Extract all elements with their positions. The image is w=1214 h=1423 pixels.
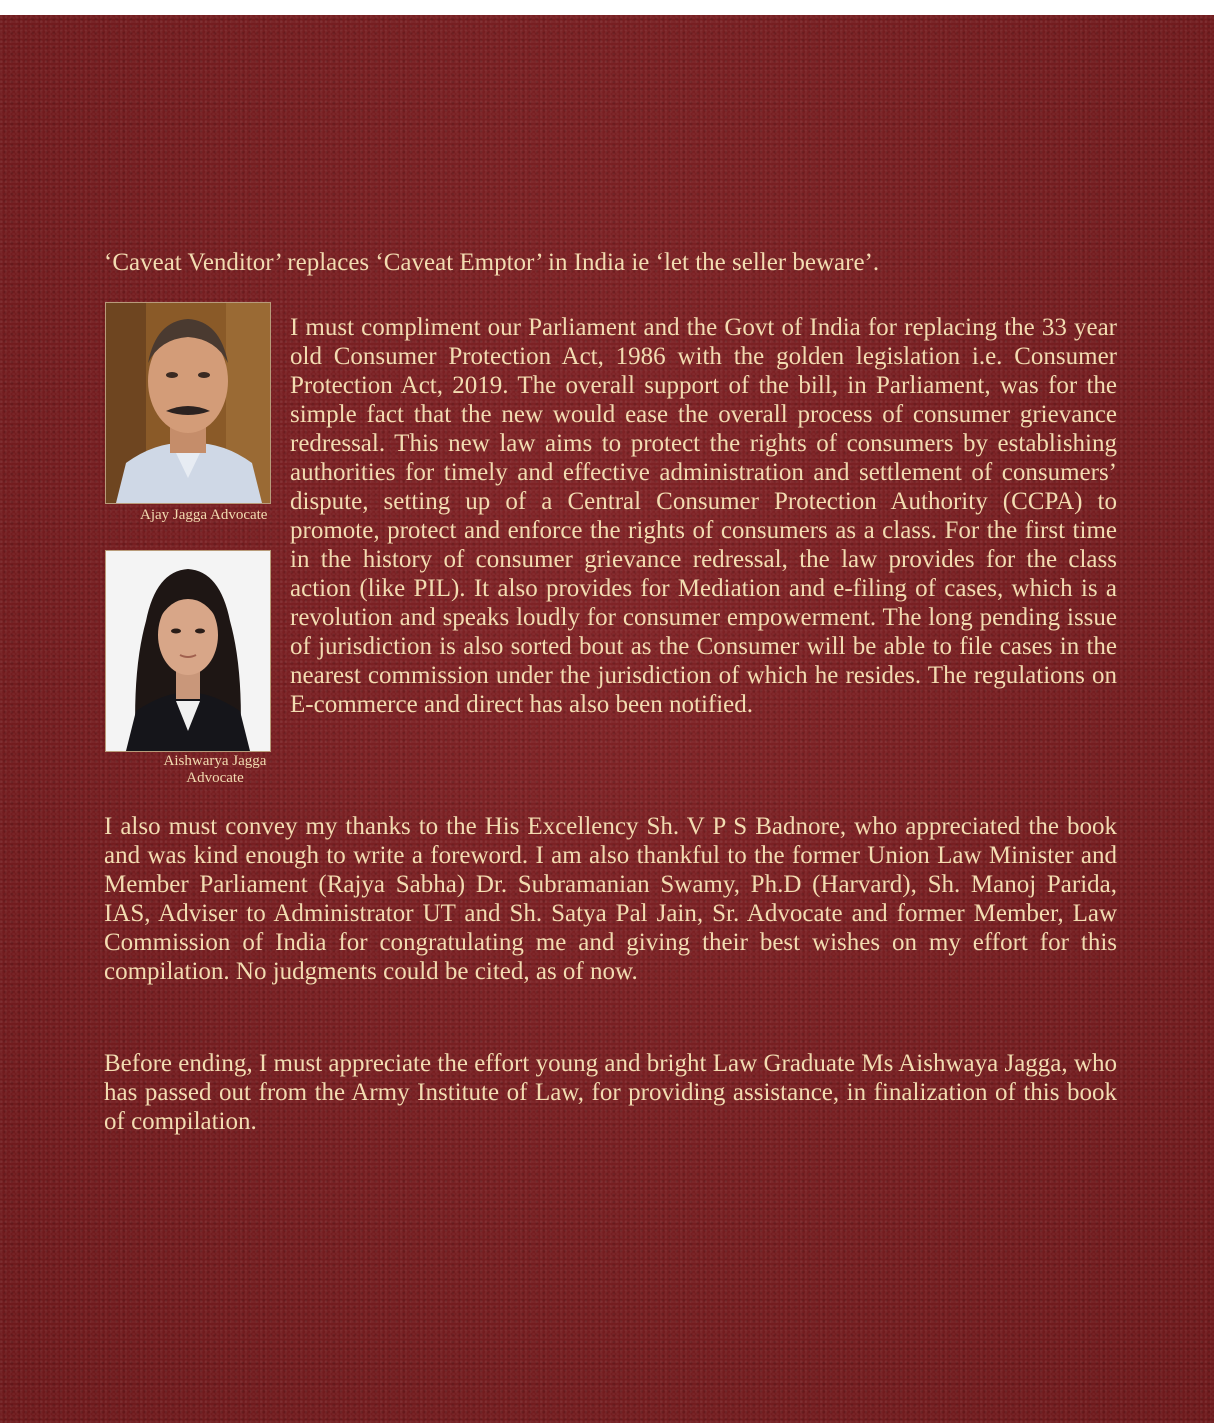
paragraph-consumer-protection-act: I must compliment our Parliament and the Govt of India for replacing the 33 year old Consumer Protection Act, 1986 with the golden legislation i.e. Consumer Protection Act, 2019. The overall support of the bill, in Parliament, was for the simple fact that the new would ease the overall process of consumer grievance redressal. This new law aims to protect the rights of consumers by establishing authorities for timely and effective administration and settlement of consumers’ dispute, setting up of a Central Consumer Protection Authority (CCPA) to promote, protect and enforce the rights of consumers as a class. For the first time in the history of consumer grievance redressal, the law provides for the class action (like PIL). It also provides for Mediation and e-filing of cases, which is a revolution and speaks loudly for consumer empowerment. The long pending issue of jurisdiction is also sorted bout as the Consumer will be able to file cases in the nearest commission under the jurisdiction of which he resides. The regulations on E-commerce and direct has also been notified.: [290, 314, 1117, 718]
aishwarya-jagga-photo: [105, 550, 271, 752]
man-portrait-image: [106, 303, 270, 503]
cover-heading: ‘Caveat Venditor’ replaces ‘Caveat Emptor’ in India ie ‘let the seller beware’.: [104, 249, 880, 276]
aishwarya-jagga-caption: [135, 753, 295, 787]
ajay-jagga-caption: Ajay Jagga Advocate: [140, 507, 268, 523]
aishwarya-caption-title: Advocate: [186, 770, 244, 786]
woman-portrait-image: [106, 551, 270, 751]
aishwarya-caption-name: Aishwarya Jagga: [163, 753, 267, 769]
ajay-jagga-photo: [105, 302, 271, 504]
paragraph-closing: Before ending, I must appreciate the effort young and bright Law Graduate Ms Aishwaya Jagga, who has passed out from the Army Institute of Law, for providing assistance, in finalization of this book of compilation.: [104, 1050, 1117, 1135]
back-cover: [0, 15, 1214, 1423]
paragraph-acknowledgements: I also must convey my thanks to the His Excellency Sh. V P S Badnore, who appreciated the book and was kind enough to write a foreword. I am also thankful to the former Union Law Minister and Member Parliament (Rajya Sabha) Dr. Subramanian Swamy, Ph.D (Harvard), Sh. Manoj Parida, IAS, Adviser to Administrator UT and Sh. Satya Pal Jain, Sr. Advocate and former Member, Law Commission of India for congratulating me and giving their best wishes on my effort for this compilation. No judgments could be cited, as of now.: [104, 813, 1117, 985]
